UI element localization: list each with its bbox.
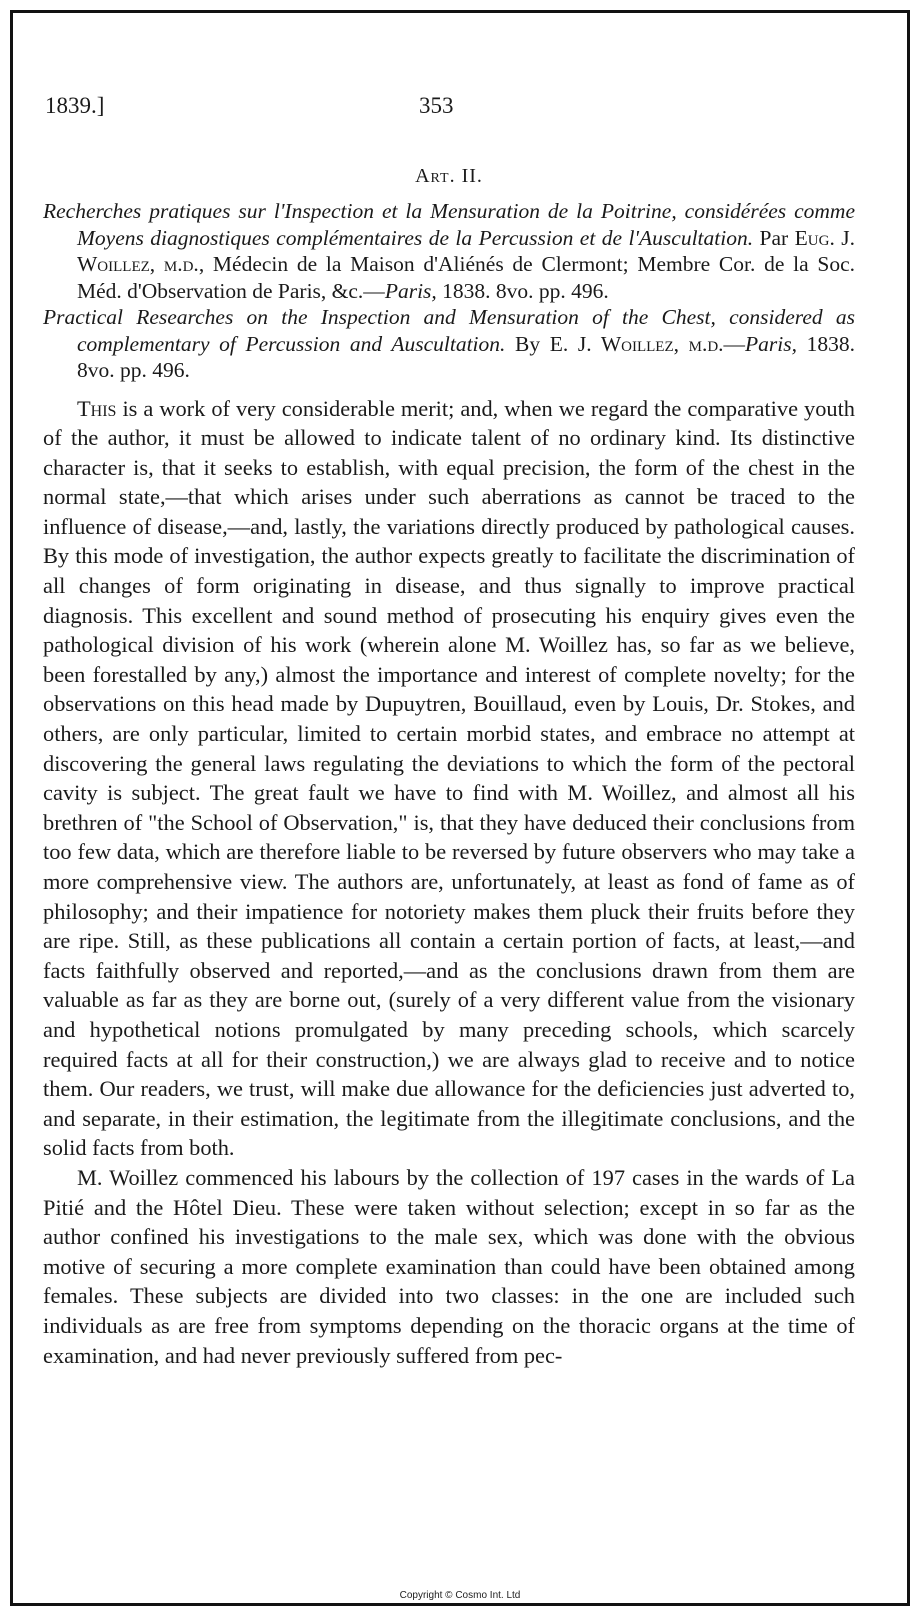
- body-paragraph-1: [43, 394, 855, 1163]
- bibliography-french: [43, 198, 855, 304]
- english-dash: —: [723, 331, 746, 356]
- french-title: Recherches pratiques sur l'Inspection et la Mensuration de la Poitrine, considérées comme Moyens diagnostiques complémentaires de la Percussion et de l'Auscultation.: [43, 199, 855, 250]
- english-place: Paris,: [745, 331, 798, 356]
- french-author: Eug. J. Woillez, m.d.: [77, 225, 855, 276]
- copyright-footer: Copyright © Cosmo Int. Ltd: [399, 1590, 521, 1601]
- french-place: Paris,: [384, 278, 437, 303]
- english-by: By: [515, 331, 541, 356]
- document-page: [43, 93, 855, 1370]
- page-number: 353: [419, 93, 454, 118]
- article-label: Art. II.: [415, 165, 483, 187]
- paragraph-1-text: is a work of very considerable merit; and, when we regard the comparative youth of the author, it must be allowed to indicate talent of no ordinary kind. Its distinctive character is, that it seeks to establish, with equal precision, the form of the chest in the normal state,—that which arises under such aberrations as cannot be traced to the influence of disease,—and, lastly, the variations directly produced by pathological causes. By this mode of investigation, the author expects greatly to facilitate the discrimination of all changes of form originating in disease, and thus signally to improve practical diagnosis. This excellent and sound method of prosecuting his enquiry gives even the pathological division of his work (wherein alone M. Woillez has, so far as we believe, been forestalled by any,) almost the importance and interest of complete novelty; for the observations on this head made by Dupuytren, Bouillaud, even by Louis, Dr. Stokes, and others, are only particular, limited to certain morbid states, and embrace no attempt at discovering the general laws regulating the deviations to which the form of the pectoral cavity is subject. The great fault we have to find with M. Woillez, and almost all his brethren of "the School of Observation," is, that they have deduced their conclusions from too few data, which are therefore liable to be reversed by future observers who may take a more comprehensive view. The authors are, unfortunately, at least as fond of fame as of philosophy; and their impatience for notoriety makes them pluck their fruits before they are ripe. Still, as these publications all contain a certain portion of facts, at least,—and facts faithfully observed and reported,—and as the conclusions drawn from them are valuable as far as they are borne out, (surely of a very different value from the visionary and hypothetical notions promulgated by many preceding schools, which scarcely required facts at all for their construction,) we are always glad to receive and to notice them. Our readers, we trust, will make due allowance for the deficiencies just adverted to, and separate, in their estimation, the legitimate from the illegitimate conclusions, and the solid facts from both.: [43, 395, 855, 1161]
- page-frame: [10, 10, 910, 1606]
- bibliography-english: [43, 304, 855, 384]
- french-par: Par: [759, 225, 789, 250]
- french-rest: , Médecin de la Maison d'Aliénés de Clermont; Membre Cor. de la Soc. Méd. d'Observation de Paris, &c.—: [77, 252, 855, 303]
- english-title: Practical Researches on the Inspection and Mensuration of the Chest, considered as complementary of Percussion and Auscultation.: [43, 305, 855, 356]
- paragraph-lead-word: This: [77, 395, 117, 421]
- header-year: 1839.]: [45, 93, 105, 118]
- article-body: [43, 394, 855, 1371]
- running-header: [43, 93, 855, 127]
- body-paragraph-2: M. Woillez commenced his labours by the collection of 197 cases in the wards of La Pitié and the Hôtel Dieu. These were taken without selection; except in so far as the author confined his investigations to the male sex, which was done with the obvious motive of securing a more complete examination than could have been obtained among females. These subjects are divided into two classes: in the one are included such individuals as are free from symptoms depending on the thoracic organs at the time of examination, and had never previously suffered from pec-: [43, 1164, 855, 1368]
- english-pub: 1838. 8vo. pp. 496.: [77, 331, 856, 382]
- english-author: E. J. Woillez, m.d.: [549, 331, 724, 356]
- french-pub: 1838. 8vo. pp. 496.: [436, 278, 609, 303]
